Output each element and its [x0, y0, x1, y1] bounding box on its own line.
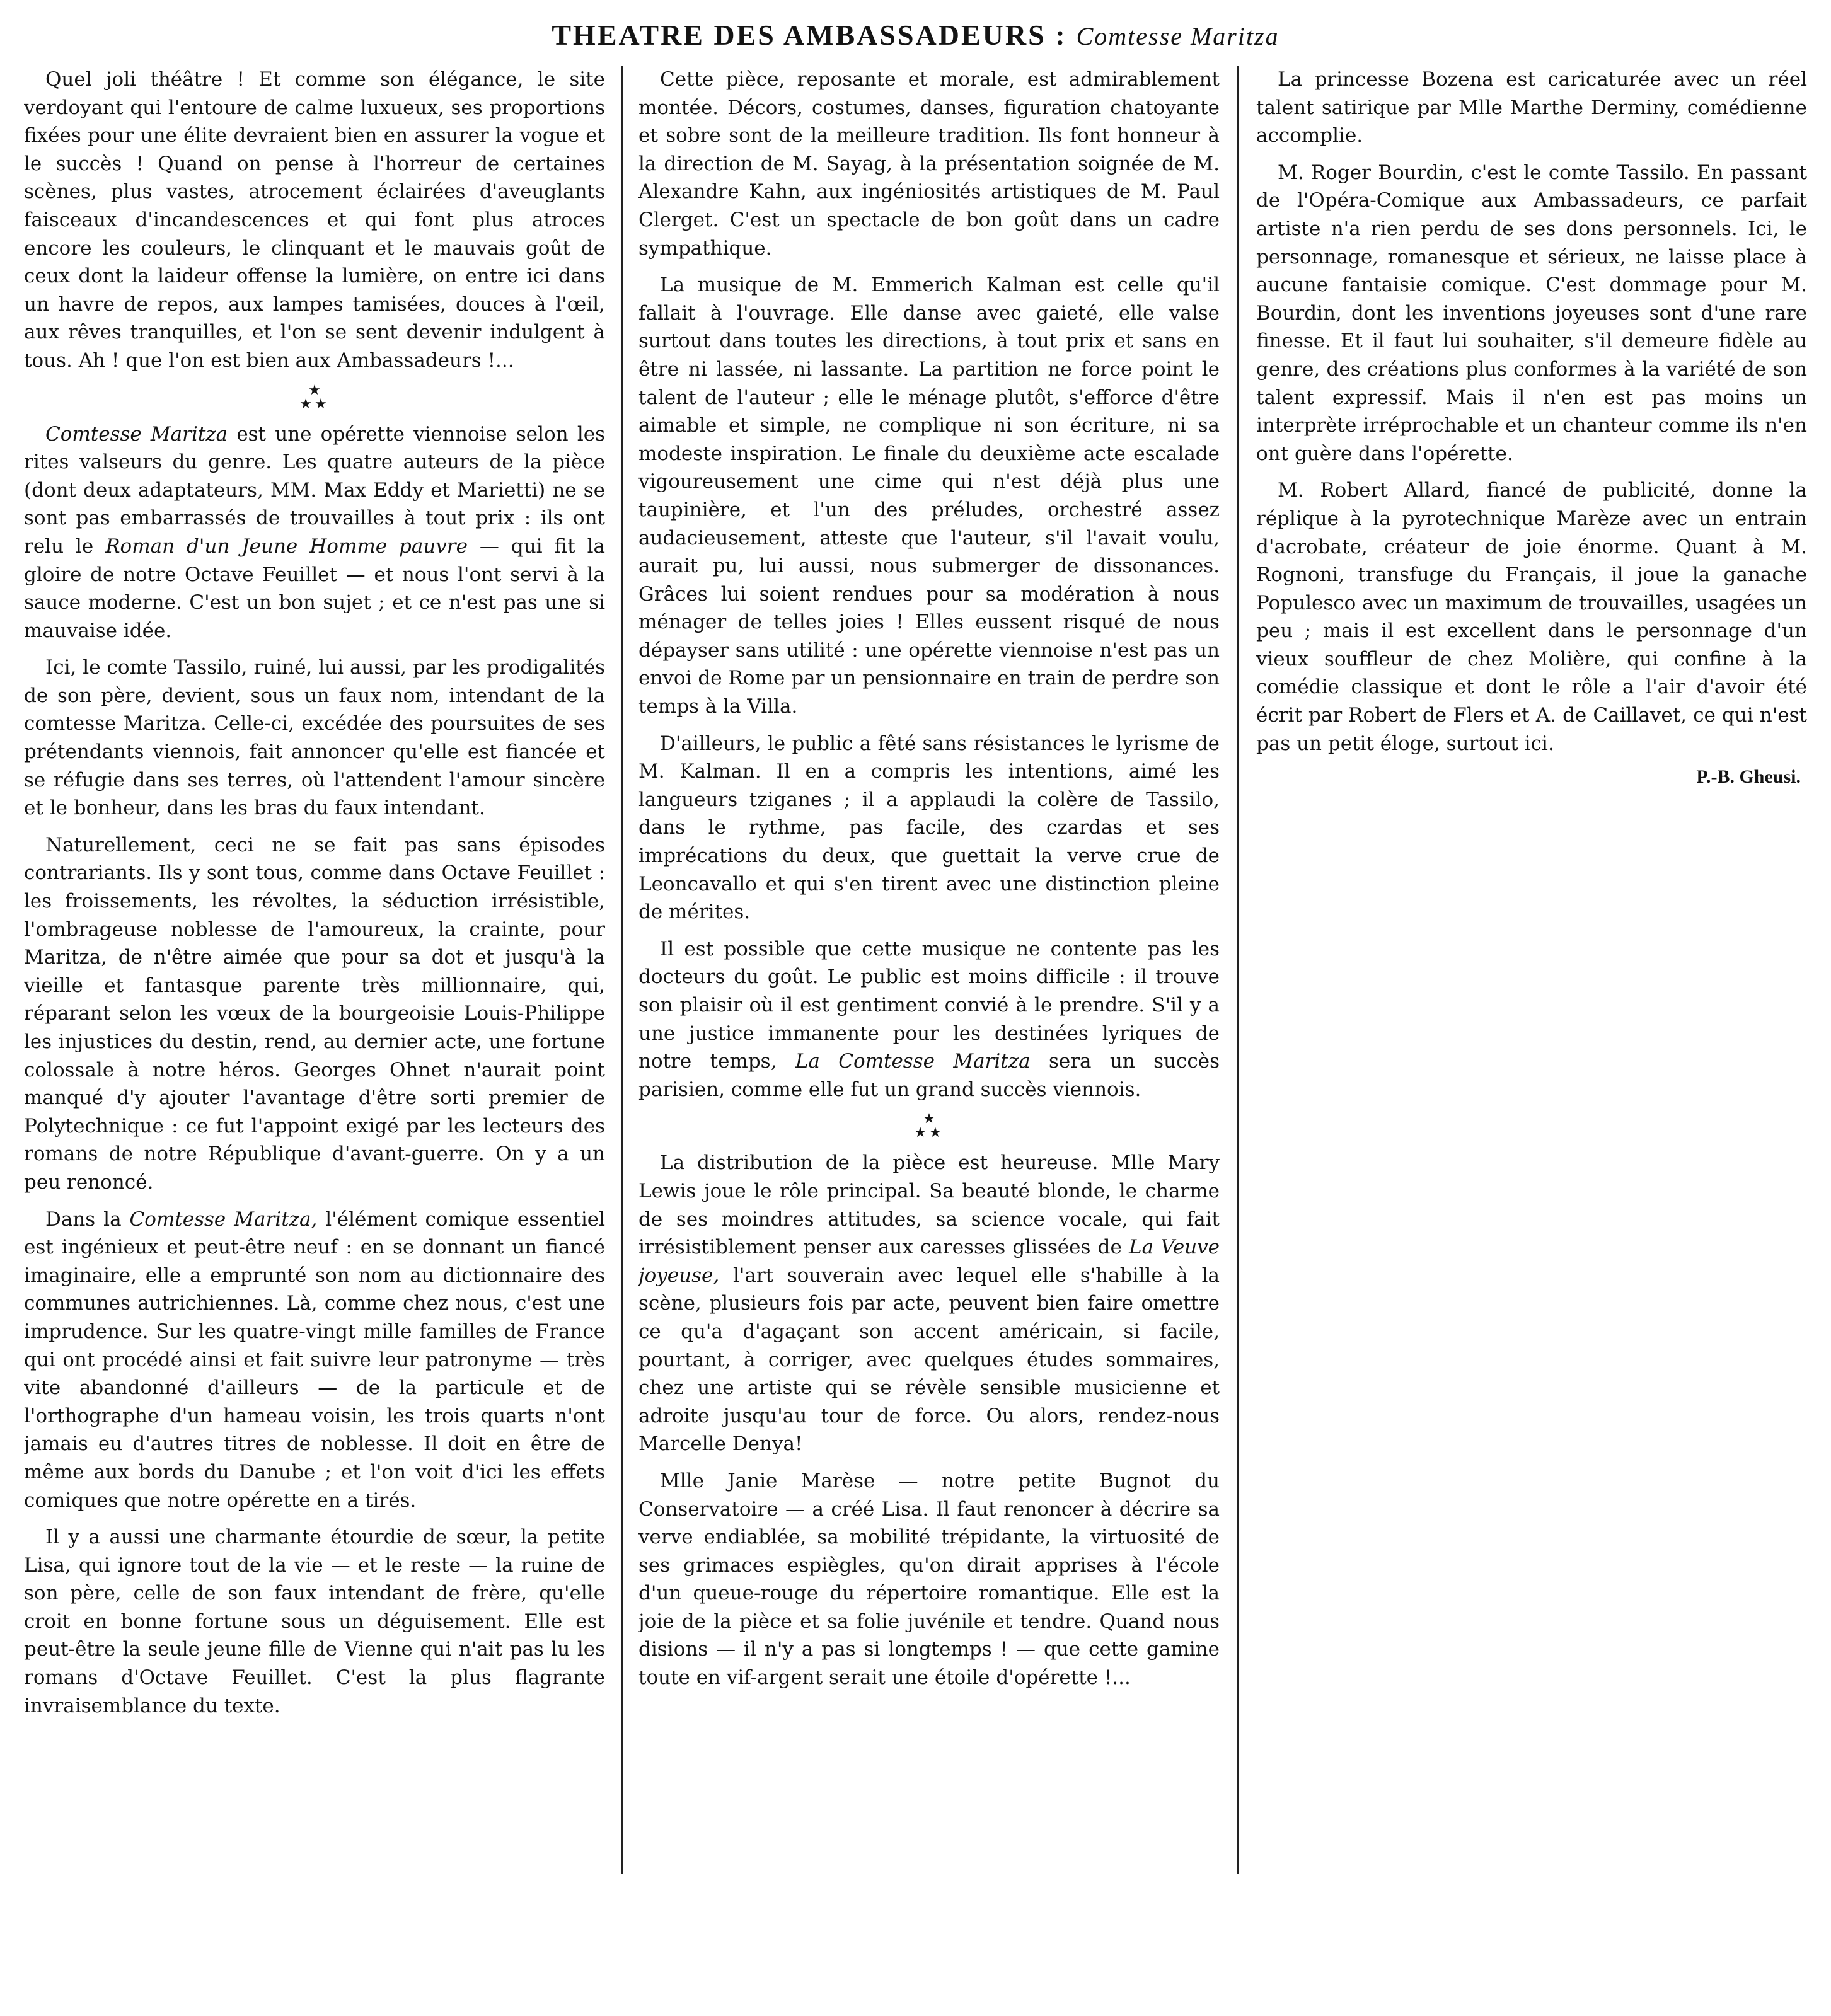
section-separator-stars — [24, 384, 605, 417]
paragraph: Cette pièce, reposante et morale, est admirablement montée. Décors, costumes, danses, figuration chatoyante et sobre sont de la meilleure tradition. Ils font honneur à la direction de M. Sayag, à la présentation soignée de M. Alexandre Kahn, aux ingéniosités artistiques de M. Paul Clerget. C'est un spectacle de bon goût dans un cadre sympathique. — [638, 68, 1220, 260]
text-run: est une opérette viennoise selon les rites valseurs du genre. Les quatre auteurs de la pièce (dont deux adaptateurs, MM. Max Eddy et Marietti) ne se sont pas embarrassés de trouvailles à tout prix : ils ont relu le — [24, 422, 605, 558]
paragraph: Il y a aussi une charmante étourdie de sœur, la petite Lisa, qui ignore tout de la vie — et le reste — la ruine de son père, celle de son faux intendant de frère, qu'elle croit en bonne fortune sous un déguisement. Elle est peut-être la seule jeune fille de Vienne qui n'ait pas lu les romans d'Octave Feuillet. C'est la plus flagrante invraisemblance du texte. — [24, 1526, 605, 1717]
column-2 — [638, 66, 1220, 1994]
text-run: Dans la — [45, 1207, 130, 1231]
paragraph: M. Robert Allard, fiancé de publicité, donne la réplique à la pyrotechnique Marèze avec un entrain d'acrobate, créateur de joie énorme. Quant à M. Rognoni, transfuge du Français, il joue la ganache Populesco avec un maximum de trouvailles, usagées un peu ; mais il est excellent dans le personnage d'un vieux souffleur de chez Molière, qui confine à la comédie classique et dont le rôle a l'air d'avoir été écrit par Robert de Flers et A. de Caillavet, ce qui n'est pas un petit éloge, surtout ici. — [1256, 479, 1807, 755]
paragraph — [24, 1206, 605, 1515]
paragraph — [638, 1149, 1220, 1458]
text-run: l'élément comique essentiel est ingénieux et peut-être neuf : en se donnant un fiancé imaginaire, elle a emprunté son nom au dictionnaire des communes autrichiennes. Là, comme chez nous, c'est une imprudence. Sur les quatre-vingt mille familles de France qui ont procédé ainsi et fait suivre leur patronyme — très vite abandonné d'ailleurs — de la particule et de l'orthographe d'un hameau voisin, les trois quarts n'ont jamais eu d'autres titres de noblesse. Il doit en être de même aux bords du Danube ; et l'on voit d'ici les effets comiques que notre opérette en a tirés. — [24, 1207, 605, 1512]
column-3 — [1256, 66, 1807, 1994]
star-icon: ★★ — [299, 396, 330, 412]
star-icon: ★ — [308, 382, 321, 398]
italic-title: La Veuve joyeuse, — [638, 1236, 1220, 1287]
article-headline — [24, 15, 1807, 55]
paragraph: D'ailleurs, le public a fêté sans résistances le lyrisme de M. Kalman. Il en a compris les intentions, aimé les langueurs tziganes ; il a applaudi la colère de Tassilo, dans le rythme, pas facile, des czardas et ses imprécations du deux, que guettait la verve crue de Leoncavallo et qui s'en tirent avec une distinction pleine de mérites. — [638, 732, 1220, 924]
article-columns — [24, 66, 1807, 1994]
paragraph — [638, 935, 1220, 1104]
column-divider — [1237, 66, 1239, 1874]
column-divider — [621, 66, 623, 1874]
italic-title: Comtesse Maritza, — [129, 1207, 318, 1231]
text-run: Il est possible que cette musique ne contente pas les docteurs du goût. Le public est moins difficile : il trouve son plaisir où il est gentiment convié à le prendre. S'il y a une justice immanente pour les destinées lyriques de notre temps, — [638, 937, 1220, 1073]
italic-title: Comtesse Maritza — [45, 422, 228, 446]
italic-title: La Comtesse Maritza — [795, 1050, 1031, 1073]
text-run: sera un succès parisien, comme elle fut un grand succès viennois. — [638, 1050, 1220, 1101]
text-run: l'art souverain avec lequel elle s'habille à la scène, plusieurs fois par acte, peuvent bien faire omettre ce qu'a d'agaçant son accent américain, si facile, pourtant, à corriger, avec quelques études sommaires, chez une artiste qui se révèle sensible musicienne et adroite jusqu'au tour de force. Ou alors, rendez-nous Marcelle Denya! — [638, 1264, 1220, 1456]
star-icon: ★★ — [914, 1125, 944, 1141]
paragraph: La princesse Bozena est caricaturée avec un réel talent satirique par Mlle Marthe Derminy, comédienne accomplie. — [1256, 68, 1807, 147]
headline-venue: THEATRE DES AMBASSADEURS : — [552, 19, 1067, 51]
column-1 — [24, 66, 605, 1994]
text-run: La distribution de la pièce est heureuse. Mlle Mary Lewis joue le rôle principal. Sa beauté blonde, le charme de ses moindres attitudes, sa science vocale, qui fait irrésistiblement penser aux caresses glissées de — [638, 1151, 1220, 1259]
paragraph: Naturellement, ceci ne se fait pas sans épisodes contrariants. Ils y sont tous, comme dans Octave Feuillet : les froissements, les révoltes, la séduction irrésistible, l'ombrageuse noblesse de l'amoureux, la crainte, pour Maritza, de n'être aimée que pour sa dot et jusqu'à la vieille et fantasque parente très millionnaire, qui, réparant selon les vœux de la bourgeoisie Louis-Philippe les injustices du destin, rend, au dernier acte, une fortune colossale à notre héros. Georges Ohnet n'aurait point manqué d'y ajouter l'avantage d'être sorti premier de Polytechnique : ce fut l'appoint exigé par les lecteurs des romans de notre République d'avant-guerre. On y a un peu renoncé. — [24, 833, 605, 1194]
paragraph: Ici, le comte Tassilo, ruiné, lui aussi, par les prodigalités de son père, devient, sous un faux nom, intendant de la comtesse Maritza. Celle-ci, excédée des poursuites de ses prétendants viennois, fait annoncer qu'elle est fiancée et se réfugie dans ses terres, où l'attendent l'amour sincère et le bonheur, dans les bras du faux intendant. — [24, 656, 605, 820]
paragraph: Mlle Janie Marèse — notre petite Bugnot du Conservatoire — a créé Lisa. Il faut renoncer à décrire sa verve endiablée, sa mobilité trépidante, la virtuosité de ses grimaces espiègles, qu'on dirait apprises à l'école d'un queue-rouge du répertoire romantique. Elle est la joie de la pièce et sa folie juvénile et tendre. Quand nous disions — il n'y a pas si longtemps ! — que cette gamine toute en vif-argent serait une étoile d'opérette !... — [638, 1469, 1220, 1690]
paragraph: Quel joli théâtre ! Et comme son élégance, le site verdoyant qui l'entoure de calme luxueux, ses proportions fixées pour une élite devraient bien en assurer la vogue et le succès ! Quand on pense à l'horreur de certaines scènes, plus vastes, atrocement éclairées d'aveuglants faisceaux d'incandescences et qui font plus atroces encore les couleurs, le clinquant et le mauvais goût de ceux dont la laideur offense la lumière, on entre ici dans un havre de repos, aux lampes tamisées, douces à l'œil, aux rêves tranquilles, et l'on se sent devenir indulgent à tous. Ah ! que l'on est bien aux Ambassadeurs !... — [24, 68, 605, 372]
headline-show-title: Comtesse Maritza — [1076, 22, 1279, 50]
author-signature: P.-B. Gheusi. — [1696, 766, 1801, 788]
italic-title: Roman d'un Jeune Homme pauvre — [105, 534, 468, 558]
star-icon: ★ — [923, 1111, 935, 1127]
paragraph: La musique de M. Emmerich Kalman est celle qu'il fallait à l'ouvrage. Elle danse avec gaieté, elle valse surtout dans toutes les directions, à tout prix et sans en être ni lassée, ni lassante. La partition ne force point le talent de l'auteur ; elle le ménage plutôt, s'efforce d'être aimable et simple, ne complique ni son écriture, ni sa modeste inspiration. Le finale du deuxième acte escalade vigoureusement une cime qui n'est déjà plus une taupinière, et l'un des préludes, orchestré assez audacieusement, atteste que l'auteur, s'il l'avait voulu, aurait pu, lui aussi, nous submerger de dissonances. Grâces lui soient rendues pour sa modération à nous ménager de telles joies ! Elles eussent risqué de nous dépayser sans utilité : une opérette viennoise n'est pas un envoi de Rome par un pensionnaire en train de perdre son temps à la Villa. — [638, 274, 1220, 718]
section-separator-stars — [638, 1112, 1220, 1145]
paragraph — [24, 420, 605, 645]
paragraph: M. Roger Bourdin, c'est le comte Tassilo. En passant de l'Opéra-Comique aux Ambassadeurs, ce parfait artiste n'a rien perdu de ses dons personnels. Ici, le personnage, romanesque et sérieux, ne laisse place à aucune fantaisie comique. C'est dommage pour M. Bourdin, dont les inventions joyeuses sont d'une rare finesse. Et il faut lui souhaiter, s'il demeure fidèle au genre, des créations plus conformes à la variété de son talent expressif. Mais il n'en est pas moins un interprète irréprochable et un chanteur comme ils n'en ont guère dans l'opérette. — [1256, 161, 1807, 465]
text-run: — qui fit la gloire de notre Octave Feuillet — et nous l'ont servi à la sauce moderne. C'est un bon sujet ; et ce n'est pas une si mauvaise idée. — [24, 534, 605, 642]
